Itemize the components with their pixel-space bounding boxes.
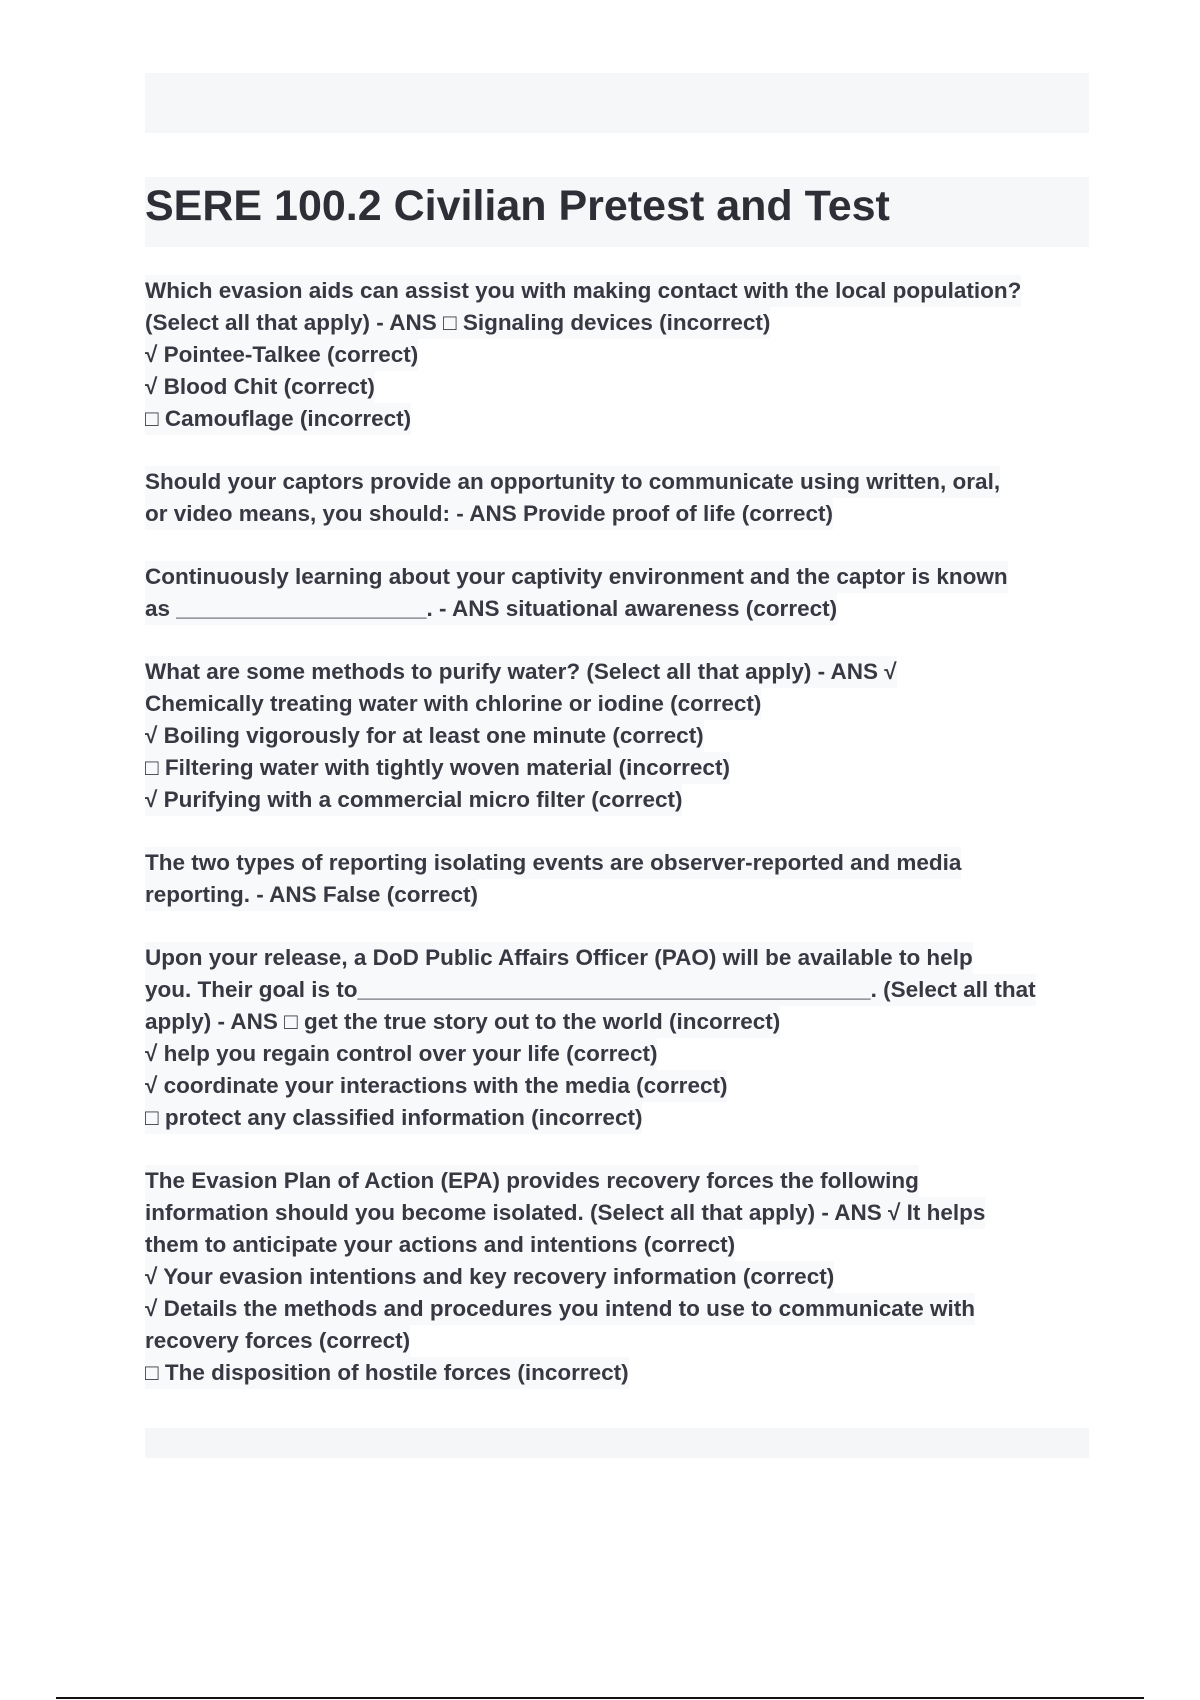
question-line: Upon your release, a DoD Public Affairs Officer (PAO) will be available to help	[145, 942, 973, 974]
question-line: √ help you regain control over your life (correct)	[145, 1038, 657, 1070]
question-line: (Select all that apply) - ANS □ Signaling devices (incorrect)	[145, 307, 770, 339]
question-block	[145, 656, 1089, 816]
question-line: Which evasion aids can assist you with making contact with the local population?	[145, 275, 1021, 307]
question-line: √ Purifying with a commercial micro filter (correct)	[145, 784, 682, 816]
question-line: apply) - ANS □ get the true story out to the world (incorrect)	[145, 1006, 780, 1038]
header-band	[145, 73, 1089, 133]
question-block	[145, 847, 1089, 911]
question-block	[145, 561, 1089, 625]
question-line: □ The disposition of hostile forces (incorrect)	[145, 1357, 629, 1389]
question-block	[145, 466, 1089, 530]
question-line: Continuously learning about your captivity environment and the captor is known	[145, 561, 1008, 593]
question-line: √ Blood Chit (correct)	[145, 371, 375, 403]
footer-band	[145, 1428, 1089, 1458]
question-line: √ Details the methods and procedures you intend to use to communicate with	[145, 1293, 975, 1325]
question-line: □ Filtering water with tightly woven material (incorrect)	[145, 752, 730, 784]
question-line: Chemically treating water with chlorine or iodine (correct)	[145, 688, 761, 720]
question-line: them to anticipate your actions and intentions (correct)	[145, 1229, 735, 1261]
question-line: reporting. - ANS False (correct)	[145, 879, 478, 911]
question-line: √ Boiling vigorously for at least one minute (correct)	[145, 720, 704, 752]
question-list	[145, 275, 1089, 1420]
question-line: or video means, you should: - ANS Provide proof of life (correct)	[145, 498, 833, 530]
question-line: √ Your evasion intentions and key recovery information (correct)	[145, 1261, 834, 1293]
question-line: □ Camouflage (incorrect)	[145, 403, 411, 435]
question-line: as ____________________. - ANS situational awareness (correct)	[145, 593, 837, 625]
footer-rule	[56, 1697, 1144, 1699]
question-line: recovery forces (correct)	[145, 1325, 410, 1357]
question-line: □ protect any classified information (incorrect)	[145, 1102, 642, 1134]
question-line: √ coordinate your interactions with the media (correct)	[145, 1070, 727, 1102]
question-line: What are some methods to purify water? (Select all that apply) - ANS √	[145, 656, 897, 688]
question-line: The two types of reporting isolating events are observer-reported and media	[145, 847, 961, 879]
question-block	[145, 275, 1089, 435]
question-line: √ Pointee-Talkee (correct)	[145, 339, 418, 371]
title-block	[145, 177, 1089, 247]
question-line: The Evasion Plan of Action (EPA) provides recovery forces the following	[145, 1165, 919, 1197]
question-line: Should your captors provide an opportunity to communicate using written, oral,	[145, 466, 1000, 498]
page-title: SERE 100.2 Civilian Pretest and Test	[145, 182, 890, 230]
question-block	[145, 1165, 1089, 1389]
question-line: information should you become isolated. (Select all that apply) - ANS √ It helps	[145, 1197, 985, 1229]
question-block	[145, 942, 1089, 1134]
question-line: you. Their goal is to_________________________________________. (Select all that	[145, 974, 1036, 1006]
